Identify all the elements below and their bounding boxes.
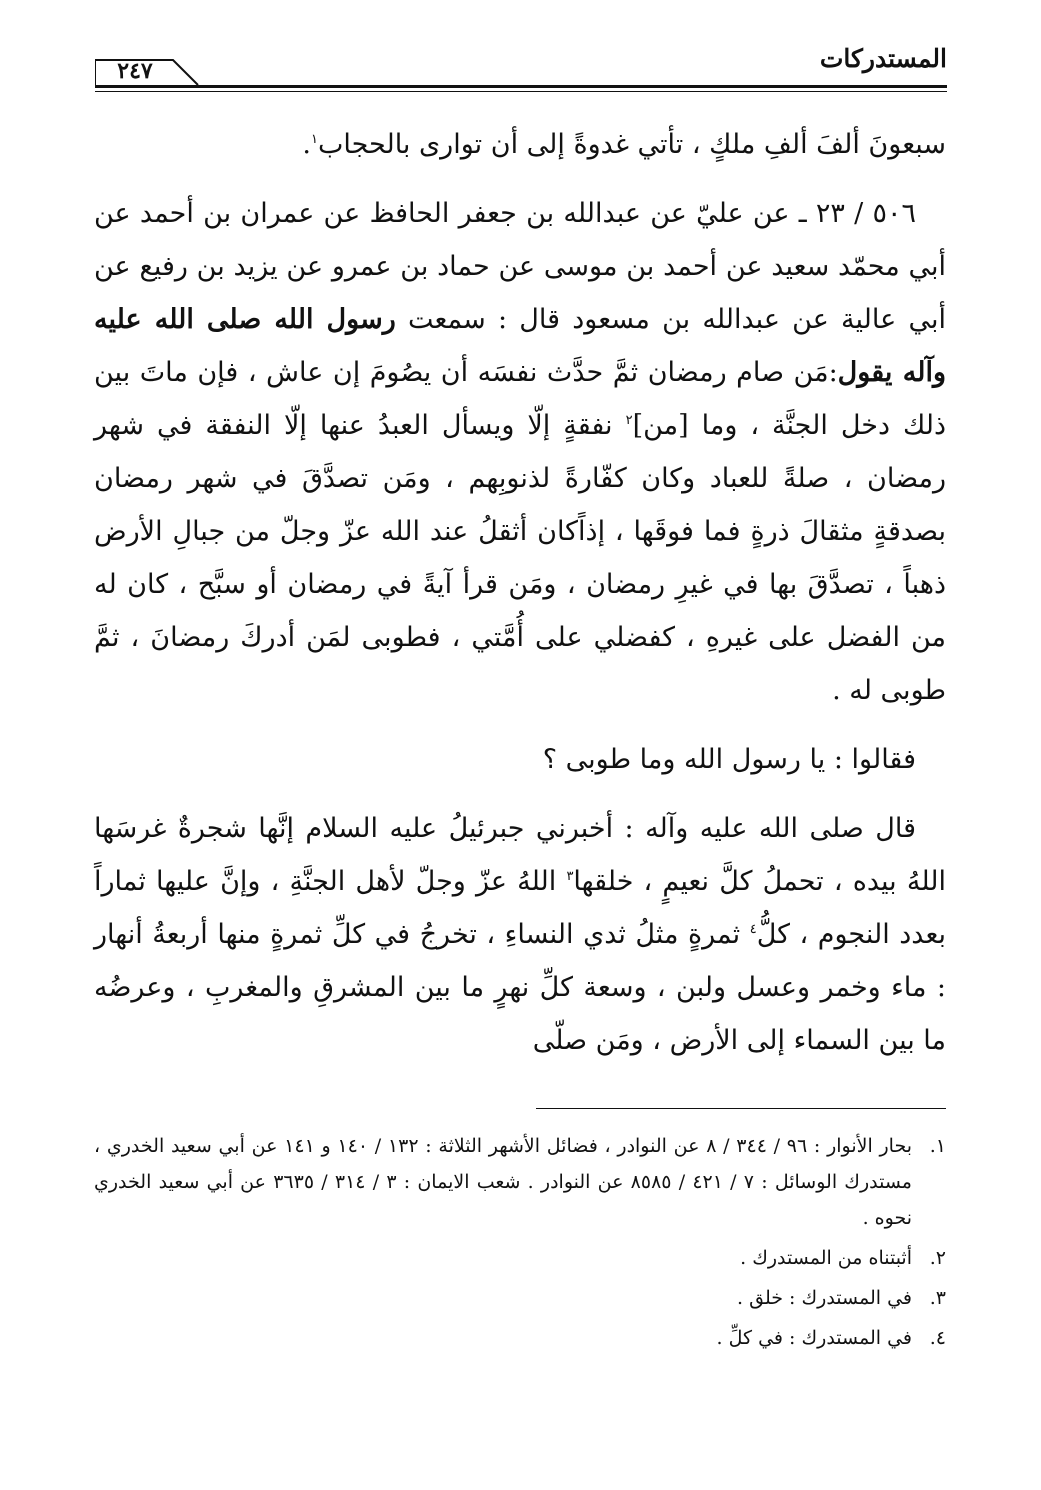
main-text [94, 118, 946, 1067]
header-rule-thick [95, 85, 947, 88]
prophet-phrase: رسول الله صلى الله عليه وآله يقول [94, 304, 946, 388]
paragraph-1 [94, 118, 946, 171]
footnote-ref-4: ٤ [749, 922, 757, 937]
page-header [95, 40, 947, 96]
footnote-ref-1: ١ [310, 132, 318, 147]
running-title: المستدركات [819, 44, 947, 73]
page-number: ٢٤٧ [117, 58, 153, 84]
answer-text-b: اللهُ عزّ وجلّ لأهل الجنَّةِ ، وإنَّ عليها ثماراً بعدد النجوم ، كلُّ [94, 866, 946, 950]
hadith-text-b: :مَن صام رمضان ثمَّ حدَّث نفسَه أن يصُومَ إن عاش ، فإن ماتَ بين ذلك دخل الجنَّة ، وما [من] [94, 357, 946, 441]
footnote-number: ١. [929, 1135, 946, 1157]
footnote-4 [94, 1320, 946, 1356]
hadith-number: ٥٠٦ / ٢٣ ـ [798, 198, 916, 229]
header-rule-thin [95, 91, 947, 92]
paragraph-1-end: . [302, 129, 311, 160]
footnote-text: في المستدرك : خلق . [737, 1287, 912, 1309]
footnote-1 [94, 1128, 946, 1236]
footnote-number: ٤. [929, 1327, 946, 1349]
footnote-ref-2: ٢ [625, 413, 633, 428]
footnote-number: ٣. [929, 1287, 946, 1309]
paragraph-1-text: سبعونَ ألفَ ألفِ ملكٍ ، تأتي غدوةً إلى أن توارى بالحجاب [317, 129, 946, 160]
footnote-2 [94, 1240, 946, 1276]
footnote-number: ٢. [929, 1247, 946, 1269]
answer-text-a: قال صلى الله عليه وآله : أخبرني جبرئيلُ عليه السلام إنَّها شجرةٌ غرسَها اللهُ بيده ، تحملُ كلَّ نعيمٍ ، خلقها [94, 813, 946, 897]
footnote-3 [94, 1280, 946, 1316]
hadith-text-c: نفقةٍ إلّا ويسأل العبدُ عنها إلّا النفقة في شهر رمضان ، صلةً للعباد وكان كفّارةً لذنوبِهم ، ومَن تصدَّقَ في شهر رمضان بصدقةٍ مثقالَ ذرةٍ فما فوقَها ، إذاًكان أثقلُ عند الله عزّ وجلّ من جبالِ الأرض ذهباً ، تصدَّقَ بها في غيرِ رمضان ، ومَن قرأ آيةً في رمضان أو سبَّح ، كان له من الفضل على غيرهِ ، كفضلي على أُمَّتي ، فطوبى لمَن أدركَ رمضانَ ، ثمَّ طوبى له . [94, 410, 946, 706]
footnote-ref-3: ٣ [566, 869, 574, 884]
footnote-separator [536, 1108, 946, 1109]
hadith-506 [94, 187, 946, 717]
paragraph-answer [94, 802, 946, 1067]
question-text: فقالوا : يا رسول الله وما طوبى ؟ [542, 744, 916, 775]
footnote-text: أثبتناه من المستدرك . [740, 1247, 912, 1269]
footnotes [94, 1128, 946, 1360]
answer-text-c: ثمرةٍ مثلُ ثدي النساءِ ، تخرجُ في كلِّ ثمرةٍ منها أربعةُ أنهار : ماء وخمر وعسل ولبن ، وسعة كلِّ نهرٍ ما بين المشرقِ والمغربِ ، وعرضُه ما بين السماء إلى الأرض ، ومَن صلّى [94, 919, 946, 1056]
footnote-text: بحار الأنوار : ٩٦ / ٣٤٤ / ٨ عن النوادر ، فضائل الأشهر الثلاثة : ١٣٢ / ١٤٠ و ١٤١ عن أبي سعيد الخدري ، مستدرك الوسائل : ٧ / ٤٢١ / ٨٥٨٥ عن النوادر . شعب الايمان : ٣ / ٣١٤ / ٣٦٣٥ عن أبي سعيد الخدري نحوه . [94, 1135, 912, 1229]
footnote-text: في المستدرك : في كلِّ . [716, 1327, 912, 1349]
paragraph-question [94, 733, 946, 786]
hadith-chain: عن عليّ عن عبدالله بن جعفر الحافظ عن عمران بن أحمد عن أبي محمّد سعيد عن أحمد بن موسى عن حماد بن عمرو عن يزيد بن رفيع عن أبي عالية عن عبدالله بن مسعود قال : سمعت [94, 198, 946, 335]
